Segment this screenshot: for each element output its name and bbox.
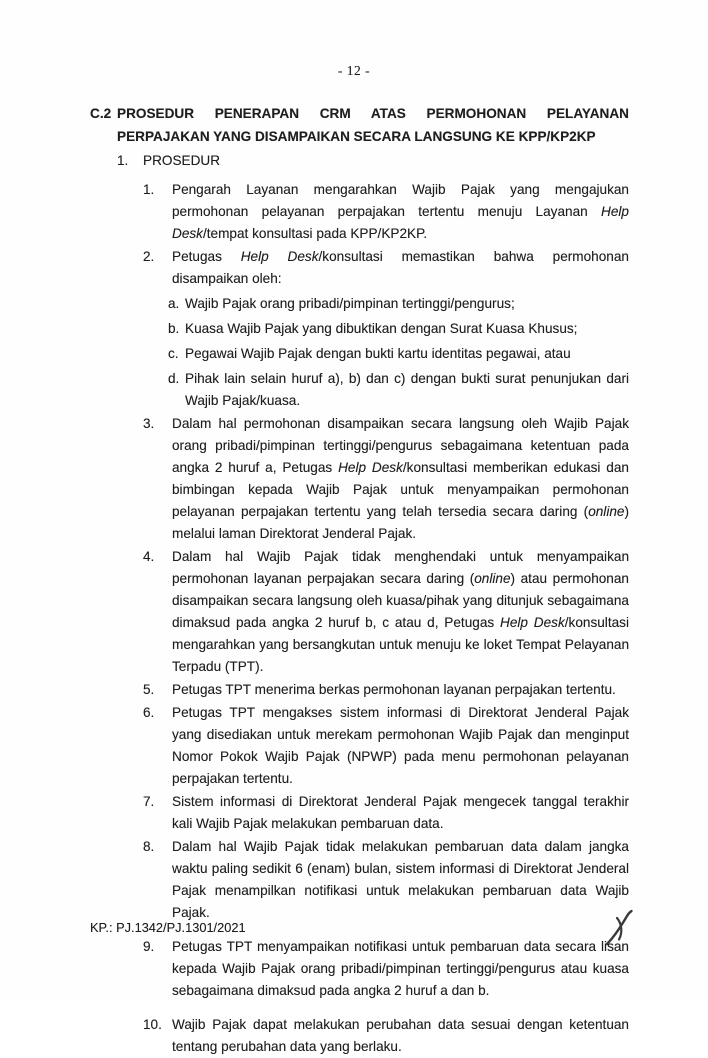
document-reference-code: KP.: PJ.1342/PJ.1301/2021 [90, 920, 246, 935]
procedure-item [143, 546, 629, 678]
procedure-item [143, 936, 629, 1002]
sub-item-text: Pegawai Wajib Pajak dengan bukti kartu identitas pegawai, atau [185, 346, 571, 361]
procedure-item [143, 791, 629, 835]
procedure-item-body [172, 791, 629, 835]
section-title: PROSEDUR PENERAPAN CRM ATAS PERMOHONAN PELAYANAN PERPAJAKAN YANG DISAMPAIKAN SECARA LANGSUNG KE KPP/KP2KP [117, 106, 629, 144]
procedure-item-text: Pengarah Layanan mengarahkan Wajib Pajak yang mengajukan permohonan pelayanan perpajakan tertentu menuju Layanan Help Desk/tempat konsultasi pada KPP/KP2KP. [172, 182, 629, 241]
procedure-item-number: 2. [143, 249, 155, 264]
procedure-item [143, 1014, 629, 1058]
procedure-item [143, 246, 629, 412]
procedure-item-number: 4. [143, 549, 155, 564]
procedure-item-body [172, 1014, 629, 1058]
procedure-item-number: 10. [143, 1017, 162, 1032]
subsection-heading [117, 149, 629, 172]
procedure-item-body [172, 836, 629, 924]
procedure-item-text: Petugas Help Desk/konsultasi memastikan bahwa permohonan disampaikan oleh: [172, 249, 629, 286]
section-label: C.2 [90, 106, 112, 121]
procedure-item-number: 1. [143, 182, 155, 197]
procedure-item-text: Sistem informasi di Direktorat Jenderal Pajak mengecek tanggal terakhir kali Wajib Pajak melakukan pembaruan data. [172, 794, 629, 831]
procedure-item-number: 9. [143, 939, 155, 954]
procedure-item-text: Dalam hal Wajib Pajak tidak melakukan pembaruan data dalam jangka waktu paling sedikit 6 (enam) bulan, sistem informasi di Direktorat Jenderal Pajak menampilkan notifikasi untuk melakukan pembaruan data Wajib Pajak. [172, 839, 629, 920]
procedure-item-number: 8. [143, 839, 155, 854]
procedure-item [143, 702, 629, 790]
procedure-sub-item [168, 368, 629, 412]
procedure-sub-list [168, 293, 629, 412]
page-content [90, 102, 629, 1058]
procedure-item-number: 3. [143, 416, 155, 431]
procedure-item-body [172, 179, 629, 245]
procedure-item-text: Petugas TPT menerima berkas permohonan layanan perpajakan tertentu. [172, 682, 616, 697]
sub-item-letter: d. [168, 371, 180, 386]
procedure-item-body [172, 413, 629, 545]
procedure-item-body [172, 936, 629, 1002]
sub-item-text: Wajib Pajak orang pribadi/pimpinan tertinggi/pengurus; [185, 296, 515, 311]
procedure-item-number: 7. [143, 794, 155, 809]
procedure-item-body [168, 246, 629, 412]
procedure-item [143, 836, 629, 924]
procedure-item-text: Dalam hal Wajib Pajak tidak menghendaki untuk menyampaikan permohonan layanan perpajakan secara daring (online) atau permohonan disampaikan secara langsung oleh kuasa/pihak yang ditunjuk sebagaimana dimaksud pada angka 2 huruf b, c atau d, Petugas Help Desk/konsultasi mengarahkan yang bersangkutan untuk menuju ke loket Tempat Pelayanan Terpadu (TPT). [172, 549, 629, 674]
subsection-title: PROSEDUR [143, 153, 221, 168]
procedure-sub-item [168, 343, 629, 365]
procedure-item-body [172, 702, 629, 790]
procedure-item [143, 179, 629, 245]
procedure-item-text: Petugas TPT menyampaikan notifikasi untuk pembaruan data secara lisan kepada Wajib Pajak orang pribadi/pimpinan tertinggi/pengurus atau kuasa sebagaimana dimaksud pada angka 2 huruf a dan b. [172, 939, 629, 998]
section-heading [90, 102, 629, 148]
procedure-item-text: Petugas TPT mengakses sistem informasi di Direktorat Jenderal Pajak yang disediakan untuk merekam permohonan Wajib Pajak dan menginput Nomor Pokok Wajib Pajak (NPWP) pada menu permohonan pelayanan perpajakan tertentu. [172, 705, 629, 786]
sub-item-letter: a. [168, 296, 180, 311]
procedure-item-text: Wajib Pajak dapat melakukan perubahan data sesuai dengan ketentuan tentang perubahan data yang berlaku. [172, 1017, 629, 1054]
sub-item-text: Kuasa Wajib Pajak yang dibuktikan dengan Surat Kuasa Khusus; [185, 321, 578, 336]
procedure-item-text: Dalam hal permohonan disampaikan secara langsung oleh Wajib Pajak orang pribadi/pimpinan tertinggi/pengurus sebagaimana ketentuan pada angka 2 huruf a, Petugas Help Desk/konsultasi memberikan edukasi dan bimbingan kepada Wajib Pajak untuk menyampaikan permohonan pelayanan perpajakan tertentu yang telah tersedia secara daring (online) melalui laman Direktorat Jenderal Pajak. [172, 416, 629, 541]
sub-item-text: Pihak lain selain huruf a), b) dan c) dengan bukti surat penunjukan dari Wajib Pajak/kuasa. [185, 371, 629, 408]
procedure-item-body [172, 546, 629, 678]
procedure-item [143, 679, 629, 701]
procedure-item-body [172, 679, 629, 701]
subsection-number: 1. [117, 153, 129, 168]
procedure-item-number: 5. [143, 682, 155, 697]
procedure-item-number: 6. [143, 705, 155, 720]
handwritten-paraph-mark-icon [603, 906, 637, 948]
sub-item-letter: b. [168, 321, 180, 336]
sub-item-letter: c. [168, 346, 179, 361]
procedure-sub-item [168, 293, 629, 315]
procedure-item [143, 413, 629, 545]
procedure-sub-item [168, 318, 629, 340]
page-number: - 12 - [337, 63, 371, 78]
